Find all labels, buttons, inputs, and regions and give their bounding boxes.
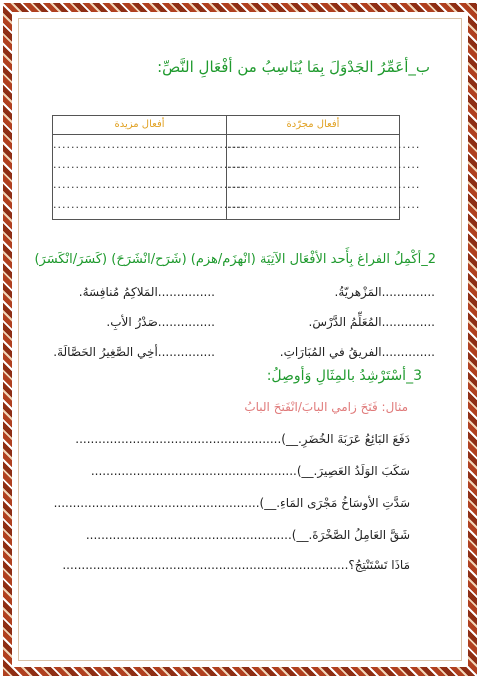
fill-sentence[interactable]: ..............المُعَلِّمُ الدَّرْسَ. [308, 315, 435, 329]
answer-line[interactable]: ........................................... [227, 178, 421, 191]
transform-sentence[interactable]: سَدَّتِ الأوسَاخُ مَجْرَى المَاءِ.__)...................................................... [53, 496, 410, 510]
fill-sentence[interactable]: ..............الفريقُ في المُبَارَاتِ. [279, 345, 435, 359]
transform-sentence[interactable]: شَقَّ العَامِلُ الصَّخْرَةَ.__)...................................................... [85, 528, 410, 542]
fill-sentence[interactable]: ...............أخِي الصَّغِيرُ الحَصَّالَةَ. [53, 345, 215, 359]
verbs-table [52, 115, 421, 220]
task-2-title: 2_أكْمِلُ الفراغ بِأَحد الأفْعَال الآتِيَة (انْهزَم/هزم) (شَرَح/انْشَرَحَ) (كَسَرَ/انْكَسَرَ) [34, 252, 436, 267]
answer-line[interactable]: ........................................... [53, 138, 247, 151]
answer-line[interactable]: ........................................... [227, 198, 421, 211]
answer-line[interactable]: ........................................... [227, 158, 421, 171]
answer-line[interactable]: ........................................... [53, 158, 247, 171]
column-header-abstract: أفعال مجرّدة [227, 116, 399, 135]
task-b-title: ب_أعَمِّرُ الجَدْوَلَ بِمَا يُنَاسِبُ من أفْعَالِ النَّصِّ: [157, 58, 430, 76]
task-3-title: 3_أسْتَرْشِدُ بالمِثَالِ وَأوصِلُ: [266, 368, 422, 384]
fill-sentence[interactable]: ...............المَلاكِمُ مُنافِسَهُ. [78, 285, 215, 299]
example-text: مثال: فَتَحَ زامي البابَ/انْفَتحَ البابُ [244, 400, 408, 414]
answer-line[interactable]: ........................................... [227, 138, 421, 151]
transform-sentence[interactable]: دَفَعَ البَائِعُ عَرَبَةَ الخُضَرِ.__)...................................................... [75, 432, 410, 446]
column-header-augmented: أفعال مزيدة [53, 116, 226, 135]
fill-sentence[interactable]: ...............صَدْرُ الأبِ. [106, 315, 215, 329]
column-abstract-verbs [226, 116, 421, 219]
conclusion-question[interactable]: مَاذَا تَسْتَنْتِجُ؟........................................................................... [62, 558, 410, 572]
answer-line[interactable]: ........................................... [53, 178, 247, 191]
fill-sentence[interactable]: ..............المَزْهريّةُ. [334, 285, 435, 299]
answer-line[interactable]: ........................................... [53, 198, 247, 211]
transform-sentence[interactable]: سَكَبَ الوَلَدُ العَصِيرَ.__)...................................................... [90, 464, 410, 478]
column-augmented-verbs [53, 116, 247, 219]
